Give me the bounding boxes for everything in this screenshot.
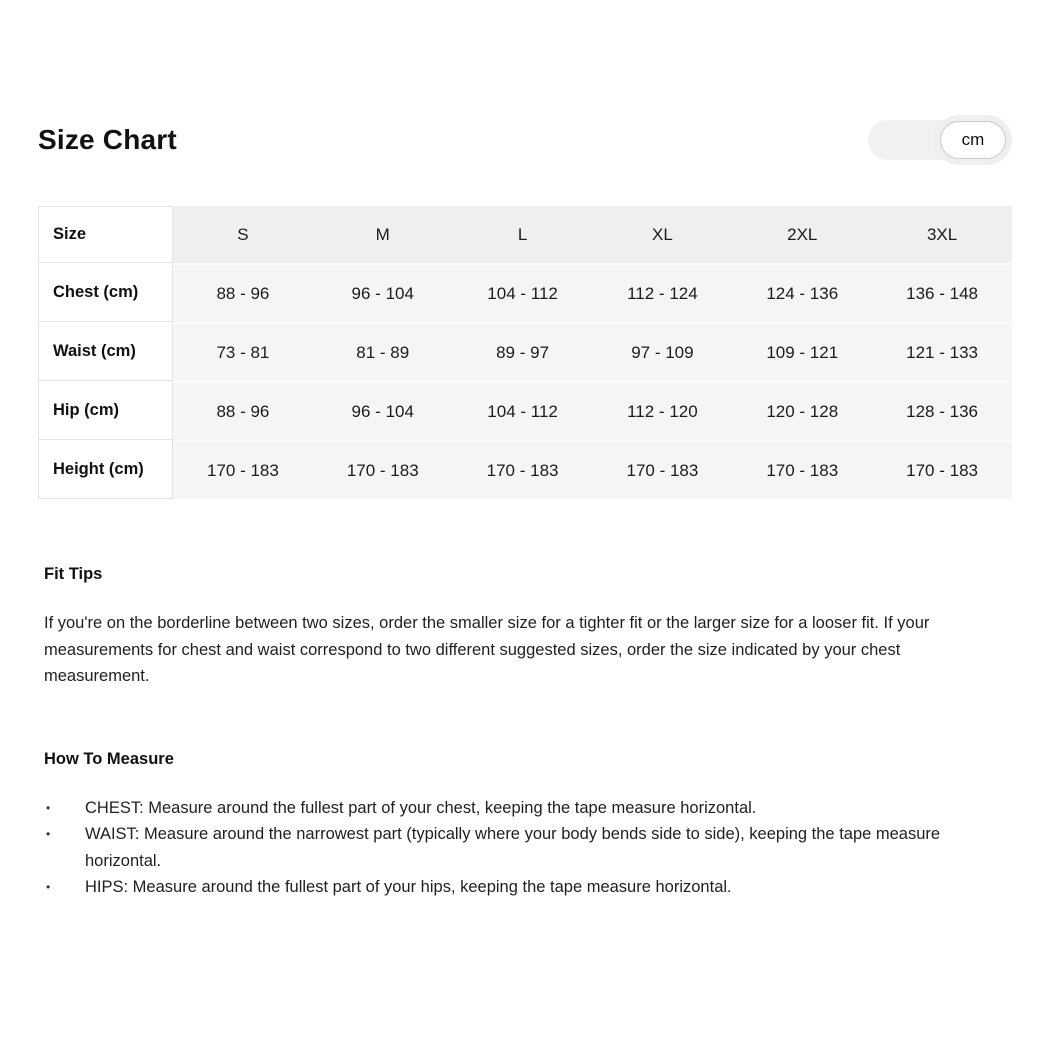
table-corner-cell: Size [38,206,173,263]
column-header-l: L [453,206,593,263]
column-header-2xl: 2XL [732,206,872,263]
table-cell-height-s: 170 - 183 [173,440,313,499]
table-cell-chest-l: 104 - 112 [453,263,593,322]
table-cell-hip-l: 104 - 112 [453,381,593,440]
table-cell-hip-xl: 112 - 120 [592,381,732,440]
how-to-measure-list [44,795,1004,901]
row-label-chest: Chest (cm) [38,263,173,322]
table-cell-height-m: 170 - 183 [313,440,453,499]
table-cell-height-xl: 170 - 183 [592,440,732,499]
table-cell-chest-m: 96 - 104 [313,263,453,322]
table-cell-hip-m: 96 - 104 [313,381,453,440]
table-cell-waist-l: 89 - 97 [453,322,593,381]
table-cell-height-l: 170 - 183 [453,440,593,499]
list-item-chest [44,795,1004,822]
list-item-text: CHEST: Measure around the fullest part of your chest, keeping the tape measure horizontal. [85,798,757,817]
bullet-icon: • [46,800,51,815]
how-to-measure-section [38,750,1012,901]
table-cell-waist-s: 73 - 81 [173,322,313,381]
fit-tips-paragraph: If you're on the borderline between two sizes, order the smaller size for a tighter fit or the larger size for a looser fit. If your measurements for chest and waist correspond to two different suggested sizes, order the size indicated by your chest measurement. [44,614,930,685]
fit-tips-heading: Fit Tips [44,565,103,583]
bullet-icon: • [46,880,51,894]
table-cell-hip-2xl: 120 - 128 [732,381,872,440]
column-header-s: S [173,206,313,263]
table-cell-chest-xl: 112 - 124 [592,263,732,322]
list-item-waist [44,821,1004,874]
column-header-m: M [313,206,453,263]
how-to-measure-heading: How To Measure [44,749,174,768]
table-cell-waist-3xl: 121 - 133 [872,322,1012,381]
table-cell-chest-s: 88 - 96 [173,263,313,322]
table-cell-waist-m: 81 - 89 [313,322,453,381]
unit-toggle-selected-label: cm [961,130,985,149]
size-chart-table [38,206,1012,499]
row-label-waist: Waist (cm) [38,322,173,381]
table-cell-chest-2xl: 124 - 136 [732,263,872,322]
table-cell-height-3xl: 170 - 183 [872,440,1012,499]
row-label-height: Height (cm) [38,440,173,499]
bullet-icon: • [46,827,51,841]
list-item-text: WAIST: Measure around the narrowest part (typically where your body bends side to side), keeping the tape measure horizontal. [85,825,941,870]
row-label-hip: Hip (cm) [38,381,173,440]
list-item-text: HIPS: Measure around the fullest part of your hips, keeping the tape measure horizontal. [85,878,732,896]
table-cell-hip-3xl: 128 - 136 [872,381,1012,440]
table-cell-waist-xl: 97 - 109 [592,322,732,381]
column-header-xl: XL [592,206,732,263]
table-cell-height-2xl: 170 - 183 [732,440,872,499]
header-row [38,0,1012,160]
list-item-hips [44,874,1004,901]
table-cell-hip-s: 88 - 96 [173,381,313,440]
unit-toggle[interactable] [868,120,1010,160]
column-header-3xl: 3XL [872,206,1012,263]
unit-toggle-knob[interactable] [940,121,1006,159]
page-title: Size Chart [38,123,177,155]
table-cell-chest-3xl: 136 - 148 [872,263,1012,322]
fit-tips-section [38,565,1012,690]
table-cell-waist-2xl: 109 - 121 [732,322,872,381]
